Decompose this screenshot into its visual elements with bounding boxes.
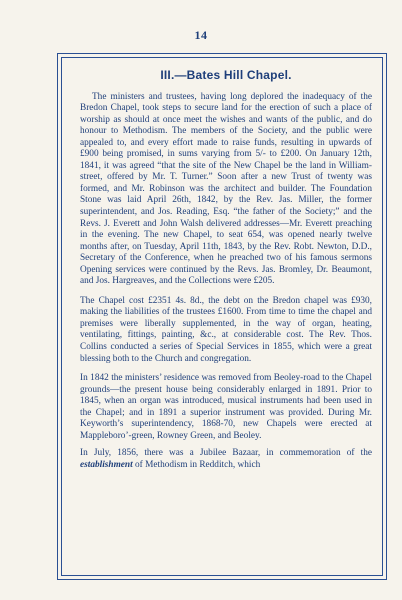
section-title: III.—Bates Hill Chapel. <box>160 68 292 82</box>
paragraph-2: The Chapel cost £2351 4s. 8d., the debt on the Bredon chapel was £930, making the liabilities of the trustees £1600. From time to time the chapel and premises were liberally supplemented, in the way of organ, heating, ventilating, fittings, painting, &c., at considerable cost. The Rev. Thos. Collins conducted a series of Special Services in 1855, which were a great blessing both to the Church and congregation. <box>80 295 372 364</box>
paragraph-4-before: In July, 1856, there was a Jubilee Bazaar, in commemoration of the <box>80 448 372 459</box>
emphasis-establishment: establishment <box>80 459 133 470</box>
page-content <box>80 70 372 478</box>
paragraph-4 <box>80 448 372 471</box>
paragraph-4-after: of Methodism in Redditch, which <box>132 459 261 470</box>
paragraph-1: The ministers and trustees, having long deplored the inadequacy of the Bredon Chapel, took steps to secure land for the erection of such a place of worship as should at once meet the wishes and wants of the public, and do honour to Methodism. The members of the Society, and the public were appealed to, and every effort made to raise funds, resulting in upwards of £900 being promised, in sums varying from 5/- to £200. On January 12th, 1841, it was agreed “that the site of the New Chapel be the land in William-street, offered by Mr. T. Turner.” Soon after a new Trust of twenty was formed, and Mr. Robinson was the architect and builder. The Foundation Stone was laid April 26th, 1842, by the Rev. Jas. Miller, the former superintendent, and Jos. Reading, Esq. “the father of the Society;” and the Revs. J. Everett and John Walsh delivered addresses—Mr. Everett preaching in the evening. The new Chapel, to seat 654, was opened nearly twelve months after, on Tuesday, April 11th, 1843, by the Rev. Robt. Newton, D.D., Secretary of the Conference, when he preached two of his famous sermons Opening services were continued by the Revs. Jas. Bromley, Dr. Beaumont, and Jos. Hargreaves, and the Collections were £205. <box>80 91 372 287</box>
paragraph-3: In 1842 the ministers’ residence was removed from Beoley-road to the Chapel grounds—the present house being considerably enlarged in 1891. Prior to 1845, when an organ was introduced, musical instruments had been used in the Chapel; and in 1891 a superior instrument was provided. During Mr. Keyworth’s superintendency, 1868-70, new Chapels were erected at Mappleboro’-green, Rowney Green, and Beoley. <box>80 373 372 441</box>
page-number: 14 <box>194 28 208 42</box>
